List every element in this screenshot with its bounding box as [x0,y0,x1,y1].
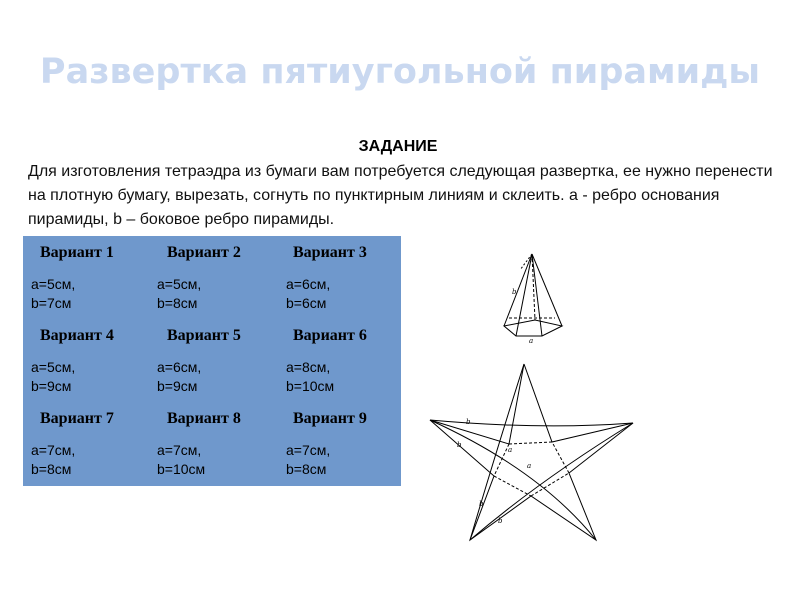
variant-param-b: b=8см [157,295,198,311]
star-label-a: a [508,446,513,454]
variant-title: Вариант 2 [167,244,241,261]
variant-param-a: a=5см, [31,359,76,375]
variant-param-b: b=6см [286,295,327,311]
star-net [430,364,633,540]
pyramid-label-b: b [512,288,517,296]
variant-title: Вариант 4 [40,327,114,344]
task-heading: ЗАДАНИЕ [358,138,438,155]
variant-param-b: b=8см [31,461,72,477]
star-label-b: b [457,441,462,449]
variant-param-a: a=5см, [31,276,76,292]
variant-title: Вариант 9 [293,410,367,427]
variant-param-b: b=10см [157,461,206,477]
variant-title: Вариант 8 [167,410,241,427]
task-text: Для изготовления тетраэдра из бумаги вам потребуется следующая развертка, ее нужно перенести на плотную бумагу, вырезать, согнуть по пунктирным линиям и склеить. а - ребро основания пирамиды, b – боковое ребро пирамиды. [28,163,773,228]
star-label-b: b [479,500,484,508]
variant-param-b: b=9см [157,378,198,394]
variant-param-a: a=7см, [31,442,76,458]
page-title: Развертка пятиугольной пирамиды [39,52,761,92]
star-label-b: b [498,517,503,525]
variant-title: Вариант 3 [293,244,367,261]
variant-param-a: a=6см, [286,276,331,292]
variant-param-b: b=9см [31,378,72,394]
variant-param-b: b=8см [286,461,327,477]
variant-title: Вариант 5 [167,327,241,344]
variant-param-a: a=6см, [157,359,202,375]
variant-param-a: a=7см, [286,442,331,458]
variant-param-a: a=8см, [286,359,331,375]
variant-title: Вариант 6 [293,327,367,344]
variant-param-a: a=7см, [157,442,202,458]
variant-param-a: a=5см, [157,276,202,292]
variant-param-b: b=7см [31,295,72,311]
star-label-b: b [466,418,471,426]
star-label-a: a [527,462,532,470]
pyramid-label-a: a [529,337,534,345]
variant-title: Вариант 7 [40,410,114,427]
variant-title: Вариант 1 [40,244,114,261]
variant-param-b: b=10см [286,378,335,394]
